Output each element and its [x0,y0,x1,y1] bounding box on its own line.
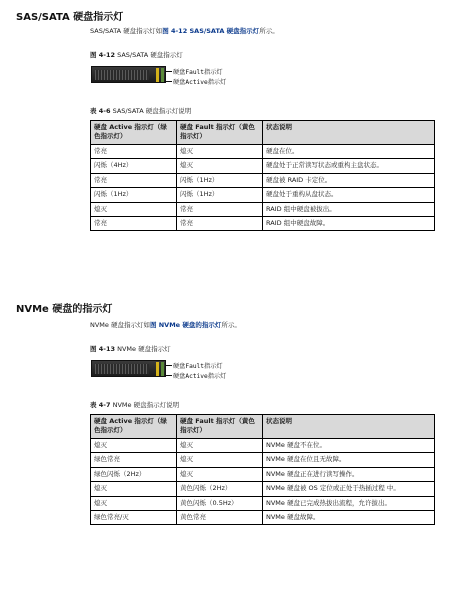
column-header: 状态说明 [263,415,435,439]
nvme-table-title: NVMe 硬盘指示灯说明 [112,401,180,409]
table-cell: 熄灭 [91,496,177,510]
table-cell: NVMe 硬盘故障。 [263,510,435,524]
nvme-figure-number: 图 4-13 [90,345,116,353]
sas-active-callout: 硬盘Active指示灯 [173,79,227,86]
table-cell: 黄色常亮 [177,510,263,524]
table-cell: 常亮 [177,216,263,230]
table-cell: 绿色闪烁（2Hz） [91,467,177,481]
table-cell: NVMe 硬盘被 OS 定位或正处于热插过程 中。 [263,482,435,496]
table-row [91,453,435,467]
sas-figure-link[interactable]: 图 4-12 SAS/SATA 硬盘指示灯 [162,27,260,35]
table-cell: 绿色常亮 [91,453,177,467]
sas-fault-callout-line [166,71,172,72]
nvme-active-callout-line [166,375,172,376]
table-cell: 硬盘处于重构从盘状态。 [263,188,435,202]
column-header: 硬盘 Active 指示灯（绿色指示灯） [91,415,177,439]
active-led-icon [161,362,164,376]
table-row [91,159,435,173]
nvme-figure-title: NVMe 硬盘指示灯 [117,345,171,353]
table-row [91,144,435,158]
table-cell: 常亮 [91,144,177,158]
sas-led-table [90,120,435,231]
sas-figure-caption [90,50,183,59]
nvme-fault-callout: 硬盘Fault指示灯 [173,363,223,370]
fault-led-icon [156,362,159,376]
table-header-row [91,121,435,145]
nvme-drive-panel-illustration [91,360,166,377]
sas-figure-title: SAS/SATA 硬盘指示灯 [117,51,183,59]
nvme-led-table [90,414,435,525]
active-led-icon [161,68,164,82]
table-row [91,216,435,230]
table-row [91,510,435,524]
sas-intro-suffix: 所示。 [259,27,279,35]
table-cell: 熄灭 [177,453,263,467]
table-cell: 熄灭 [177,144,263,158]
column-header: 硬盘 Fault 指示灯（黄色指示灯） [177,415,263,439]
table-cell: 熄灭 [177,438,263,452]
table-row [91,438,435,452]
table-cell: RAID 组中硬盘故障。 [263,216,435,230]
table-cell: 黄色闪烁（2Hz） [177,482,263,496]
table-cell: 熄灭 [91,482,177,496]
nvme-figure-link[interactable]: 图 NVMe 硬盘的指示灯 [149,321,222,329]
table-row [91,496,435,510]
table-cell: NVMe 硬盘不在位。 [263,438,435,452]
table-cell: RAID 组中硬盘被拔出。 [263,202,435,216]
table-cell: 黄色闪烁（0.5Hz） [177,496,263,510]
table-cell: 闪烁（1Hz） [91,188,177,202]
sas-table-title: SAS/SATA 硬盘指示灯说明 [112,107,192,115]
section-heading-nvme: NVMe 硬盘的指示灯 [16,304,113,315]
column-header: 硬盘 Fault 指示灯（黄色指示灯） [177,121,263,145]
table-cell: 熄灭 [91,438,177,452]
table-cell: 常亮 [177,202,263,216]
nvme-fault-callout-line [166,365,172,366]
nvme-intro-prefix: NVMe 硬盘指示灯如 [90,321,150,329]
nvme-active-callout: 硬盘Active指示灯 [173,373,227,380]
table-row [91,202,435,216]
table-cell: 常亮 [91,216,177,230]
nvme-figure-caption [90,344,171,353]
table-cell: 闪烁（4Hz） [91,159,177,173]
sas-fault-callout: 硬盘Fault指示灯 [173,69,223,76]
table-header-row [91,415,435,439]
table-cell: 熄灭 [91,202,177,216]
table-cell: 常亮 [91,173,177,187]
drive-grill [95,364,149,374]
table-cell: NVMe 硬盘正在进行读写操作。 [263,467,435,481]
table-cell: NVMe 硬盘在位且无故障。 [263,453,435,467]
sas-figure-number: 图 4-12 [90,51,116,59]
table-cell: 硬盘被 RAID 卡定位。 [263,173,435,187]
sas-table-caption [90,106,191,115]
fault-led-icon [156,68,159,82]
drive-grill [95,70,149,80]
sas-table-number: 表 4-6 [90,107,111,115]
table-row [91,467,435,481]
table-cell: 硬盘处于正常读写状态或重构主盘状态。 [263,159,435,173]
table-cell: 硬盘在位。 [263,144,435,158]
nvme-intro-text [90,320,241,329]
nvme-intro-suffix: 所示。 [221,321,241,329]
column-header: 硬盘 Active 指示灯（绿色指示灯） [91,121,177,145]
table-cell: 熄灭 [177,159,263,173]
sas-active-callout-line [166,81,172,82]
sas-drive-panel-illustration [91,66,166,83]
table-cell: NVMe 硬盘已完成热拔出流程，允许拔出。 [263,496,435,510]
section-heading-sas-sata: SAS/SATA 硬盘指示灯 [16,12,124,23]
nvme-table-number: 表 4-7 [90,401,111,409]
sas-intro-prefix: SAS/SATA 硬盘指示灯如 [90,27,163,35]
table-cell: 闪烁（1Hz） [177,188,263,202]
table-row [91,482,435,496]
table-cell: 熄灭 [177,467,263,481]
table-row [91,173,435,187]
table-cell: 绿色常亮/灭 [91,510,177,524]
table-row [91,188,435,202]
sas-intro-text [90,26,279,35]
column-header: 状态说明 [263,121,435,145]
table-cell: 闪烁（1Hz） [177,173,263,187]
nvme-table-caption [90,400,179,409]
